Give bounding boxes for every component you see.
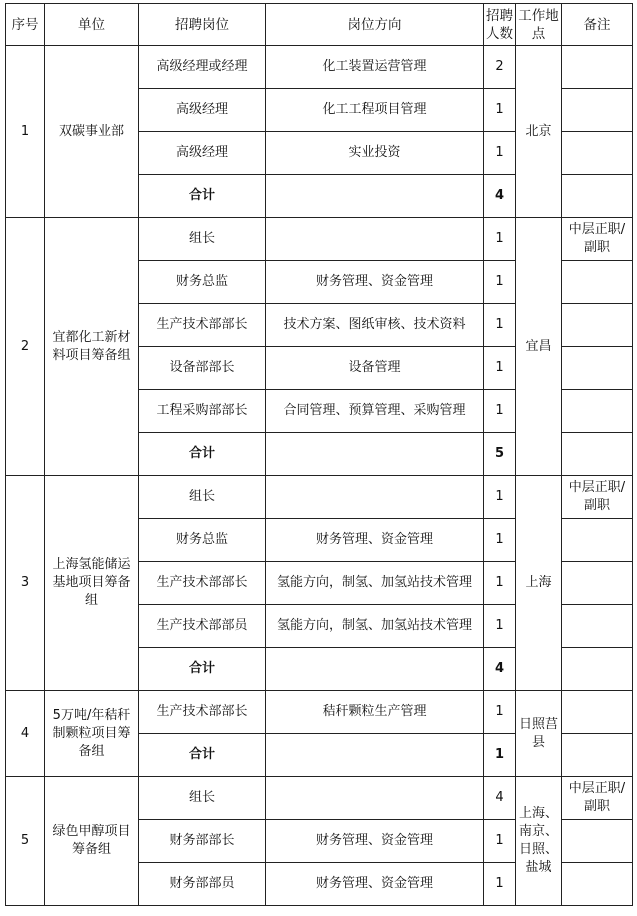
position-cell: 生产技术部部员 <box>139 605 266 648</box>
group-unit: 绿色甲醇项目筹备组 <box>45 777 139 906</box>
count-cell: 1 <box>484 89 516 132</box>
group-location: 宜昌 <box>516 218 562 476</box>
position-cell: 高级经理 <box>139 89 266 132</box>
note-cell <box>562 734 633 777</box>
header-seq: 序号 <box>6 4 45 46</box>
note-cell: 中层正职/副职 <box>562 777 633 820</box>
subtotal-label: 合计 <box>139 648 266 691</box>
count-cell: 1 <box>484 820 516 863</box>
note-cell <box>562 820 633 863</box>
direction-cell: 财务管理、资金管理 <box>266 261 484 304</box>
note-cell <box>562 89 633 132</box>
count-cell: 4 <box>484 777 516 820</box>
header-note: 备注 <box>562 4 633 46</box>
direction-cell: 化工工程项目管理 <box>266 89 484 132</box>
direction-cell: 氢能方向，制氢、加氢站技术管理 <box>266 562 484 605</box>
subtotal-count: 5 <box>484 433 516 476</box>
direction-cell <box>266 734 484 777</box>
table-row <box>6 476 633 519</box>
table-header <box>6 4 633 46</box>
position-cell: 财务总监 <box>139 261 266 304</box>
count-cell: 1 <box>484 519 516 562</box>
group-location: 日照莒县 <box>516 691 562 777</box>
table-row <box>6 46 633 89</box>
group-seq: 4 <box>6 691 45 777</box>
subtotal-count: 4 <box>484 648 516 691</box>
position-cell: 财务总监 <box>139 519 266 562</box>
note-cell <box>562 648 633 691</box>
count-cell: 1 <box>484 562 516 605</box>
direction-cell: 合同管理、预算管理、采购管理 <box>266 390 484 433</box>
direction-cell <box>266 777 484 820</box>
table-row <box>6 691 633 734</box>
direction-cell: 财务管理、资金管理 <box>266 863 484 906</box>
subtotal-label: 合计 <box>139 433 266 476</box>
direction-cell: 财务管理、资金管理 <box>266 820 484 863</box>
group-location: 北京 <box>516 46 562 218</box>
note-cell <box>562 433 633 476</box>
count-cell: 1 <box>484 605 516 648</box>
direction-cell: 实业投资 <box>266 132 484 175</box>
direction-cell <box>266 218 484 261</box>
direction-cell: 化工装置运营管理 <box>266 46 484 89</box>
direction-cell: 秸秆颗粒生产管理 <box>266 691 484 734</box>
note-cell <box>562 175 633 218</box>
count-cell: 1 <box>484 261 516 304</box>
direction-cell <box>266 476 484 519</box>
direction-cell <box>266 648 484 691</box>
count-cell: 1 <box>484 863 516 906</box>
group-location: 上海 <box>516 476 562 691</box>
header-count: 招聘人数 <box>484 4 516 46</box>
direction-cell <box>266 433 484 476</box>
position-cell: 生产技术部部长 <box>139 304 266 347</box>
group-unit: 5万吨/年秸秆制颗粒项目筹备组 <box>45 691 139 777</box>
position-cell: 设备部部长 <box>139 347 266 390</box>
count-cell: 1 <box>484 390 516 433</box>
direction-cell: 技术方案、图纸审核、技术资料 <box>266 304 484 347</box>
count-cell: 1 <box>484 132 516 175</box>
note-cell <box>562 132 633 175</box>
group-seq: 2 <box>6 218 45 476</box>
position-cell: 财务部部员 <box>139 863 266 906</box>
group-seq: 5 <box>6 777 45 906</box>
position-cell: 组长 <box>139 476 266 519</box>
header-direction: 岗位方向 <box>266 4 484 46</box>
note-cell <box>562 304 633 347</box>
group-seq: 1 <box>6 46 45 218</box>
count-cell: 2 <box>484 46 516 89</box>
note-cell <box>562 519 633 562</box>
count-cell: 1 <box>484 304 516 347</box>
position-cell: 组长 <box>139 218 266 261</box>
group-unit: 上海氢能储运基地项目筹备组 <box>45 476 139 691</box>
subtotal-count: 4 <box>484 175 516 218</box>
position-cell: 组长 <box>139 777 266 820</box>
group-unit: 双碳事业部 <box>45 46 139 218</box>
position-cell: 财务部部长 <box>139 820 266 863</box>
table-row <box>6 218 633 261</box>
position-cell: 高级经理或经理 <box>139 46 266 89</box>
note-cell <box>562 347 633 390</box>
note-cell <box>562 261 633 304</box>
subtotal-count: 1 <box>484 734 516 777</box>
count-cell: 1 <box>484 691 516 734</box>
count-cell: 1 <box>484 218 516 261</box>
note-cell <box>562 691 633 734</box>
direction-cell: 财务管理、资金管理 <box>266 519 484 562</box>
direction-cell: 设备管理 <box>266 347 484 390</box>
direction-cell: 氢能方向，制氢、加氢站技术管理 <box>266 605 484 648</box>
group-location: 上海、南京、日照、盐城 <box>516 777 562 906</box>
position-cell: 高级经理 <box>139 132 266 175</box>
group-unit: 宜都化工新材料项目筹备组 <box>45 218 139 476</box>
note-cell <box>562 863 633 906</box>
note-cell: 中层正职/副职 <box>562 218 633 261</box>
header-position: 招聘岗位 <box>139 4 266 46</box>
group-seq: 3 <box>6 476 45 691</box>
note-cell: 中层正职/副职 <box>562 476 633 519</box>
note-cell <box>562 605 633 648</box>
header-row <box>6 4 633 46</box>
subtotal-label: 合计 <box>139 175 266 218</box>
note-cell <box>562 562 633 605</box>
direction-cell <box>266 175 484 218</box>
header-location: 工作地点 <box>516 4 562 46</box>
subtotal-label: 合计 <box>139 734 266 777</box>
count-cell: 1 <box>484 347 516 390</box>
count-cell: 1 <box>484 476 516 519</box>
header-unit: 单位 <box>45 4 139 46</box>
note-cell <box>562 390 633 433</box>
note-cell <box>562 46 633 89</box>
table-row <box>6 777 633 820</box>
position-cell: 生产技术部部长 <box>139 562 266 605</box>
recruitment-table <box>5 3 633 906</box>
position-cell: 工程采购部部长 <box>139 390 266 433</box>
position-cell: 生产技术部部长 <box>139 691 266 734</box>
